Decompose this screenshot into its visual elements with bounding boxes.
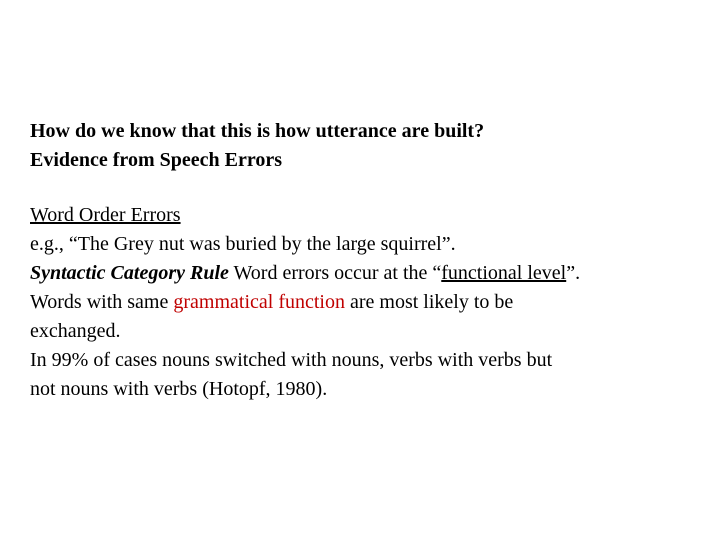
slide-heading xyxy=(30,117,700,175)
words-line xyxy=(30,288,710,317)
words-text-before: Words with same xyxy=(30,291,174,313)
statistic-line-2: not nouns with verbs (Hotopf, 1980). xyxy=(30,378,328,400)
slide-title-line-2: Evidence from Speech Errors xyxy=(30,149,283,171)
words-text-after: are most likely to be xyxy=(344,291,514,313)
rule-line xyxy=(30,259,710,288)
rule-label: Syntactic Category Rule xyxy=(30,262,229,284)
statistic-line-1: In 99% of cases nouns switched with nouns, verbs with verbs but xyxy=(30,349,553,371)
words-line-2: exchanged. xyxy=(30,320,121,342)
rule-underlined-term: functional level xyxy=(441,262,567,284)
example-sentence: e.g., “The Grey nut was buried by the large squirrel”. xyxy=(30,233,456,255)
rule-text-before: Word errors occur at the “ xyxy=(228,262,442,284)
words-highlight: grammatical function xyxy=(173,291,345,313)
slide-body xyxy=(30,201,710,404)
slide-title-line-1: How do we know that this is how utterance are built? xyxy=(30,120,485,142)
section-heading: Word Order Errors xyxy=(30,204,181,226)
rule-text-after: ”. xyxy=(566,262,581,284)
